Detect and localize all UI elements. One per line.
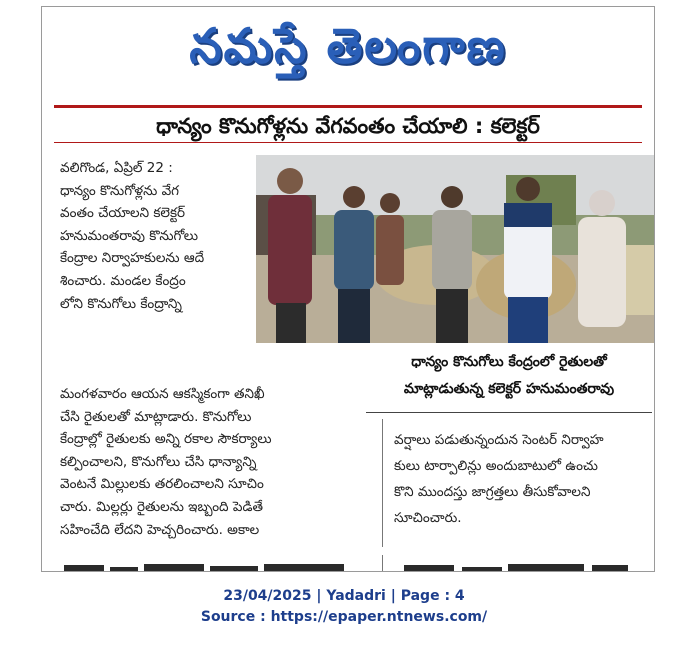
body-line: వెంటనే మిల్లులకు తరలించాలని సూచిం — [60, 476, 264, 493]
body-line: కేంద్రాల్లో రైతులకు అన్ని రకాల సౌకర్యాలు — [60, 431, 272, 448]
body-line: శించారు. మండల కేంద్రం — [60, 272, 186, 289]
body-line: సూచించారు. — [394, 510, 462, 526]
body-line: కేంద్రాల నిర్వాహకులను ఆదే — [60, 250, 205, 267]
body-line: కులు టార్పాలిన్లు అందుబాటులో ఉంచు — [394, 458, 598, 474]
headline-bar — [54, 105, 642, 143]
column-divider — [382, 555, 383, 572]
photo-illustration — [256, 155, 654, 343]
caption-line: ధాన్యం కొనుగోలు కేంద్రంలో రైతులతో — [411, 354, 607, 370]
article-body-left-wide — [60, 383, 380, 541]
body-line: వర్షాలు పడుతున్నందున సెంటర్ నిర్వాహ — [394, 432, 604, 448]
source-footer — [0, 586, 688, 628]
body-line: ధాన్యం కొనుగోళ్లను వేగ — [60, 182, 180, 199]
article-body-right — [394, 427, 652, 531]
masthead — [42, 11, 654, 91]
body-line: కొని ముందస్తు జాగ్రత్తలు తీసుకోవాలని — [394, 484, 591, 500]
body-line: మంగళవారం ఆయన ఆకస్మికంగా తనిఖీ — [60, 386, 265, 402]
cut-off-next-article — [42, 555, 654, 572]
newspaper-clipping — [41, 6, 655, 572]
caption-line: మాట్లాడుతున్న కలెక్టర్ హనుమంతరావు — [403, 381, 615, 397]
article-headline: ధాన్యం కొనుగోళ్లను వేగవంతం చేయాలి : కలెక్టర్ — [156, 114, 540, 138]
column-divider — [382, 419, 383, 547]
body-line: చారు. మిల్లర్లు రైతులను ఇబ్బంది పెడితే — [60, 498, 263, 515]
body-line: లోని కొనుగోలు కేంద్రాన్ని — [60, 295, 182, 312]
body-line: వంతం చేయాలని కలెక్టర్ — [60, 205, 186, 222]
cut-off-text-fragments — [42, 555, 654, 572]
body-line: హనుమంతరావు కొనుగోలు — [60, 227, 199, 244]
body-line: సహించేది లేదని హెచ్చరించారు. అకాల — [60, 521, 260, 538]
body-line: వలిగొండ, ఏప్రిల్ 22 : — [60, 160, 173, 176]
article-photo — [256, 155, 654, 343]
edition-info: 23/04/2025 | Yadadri | Page : 4 — [223, 588, 465, 604]
body-line: కల్పించాలని, కొనుగోలు చేసి ధాన్యాన్ని — [60, 453, 257, 470]
source-link[interactable]: Source : https://epaper.ntnews.com/ — [200, 609, 488, 625]
masthead-title: నమస్తే తెలంగాణ — [189, 17, 507, 75]
body-line: చేసి రైతులతో మాట్లాడారు. కొనుగోలు — [60, 408, 252, 425]
photo-caption — [366, 349, 652, 413]
